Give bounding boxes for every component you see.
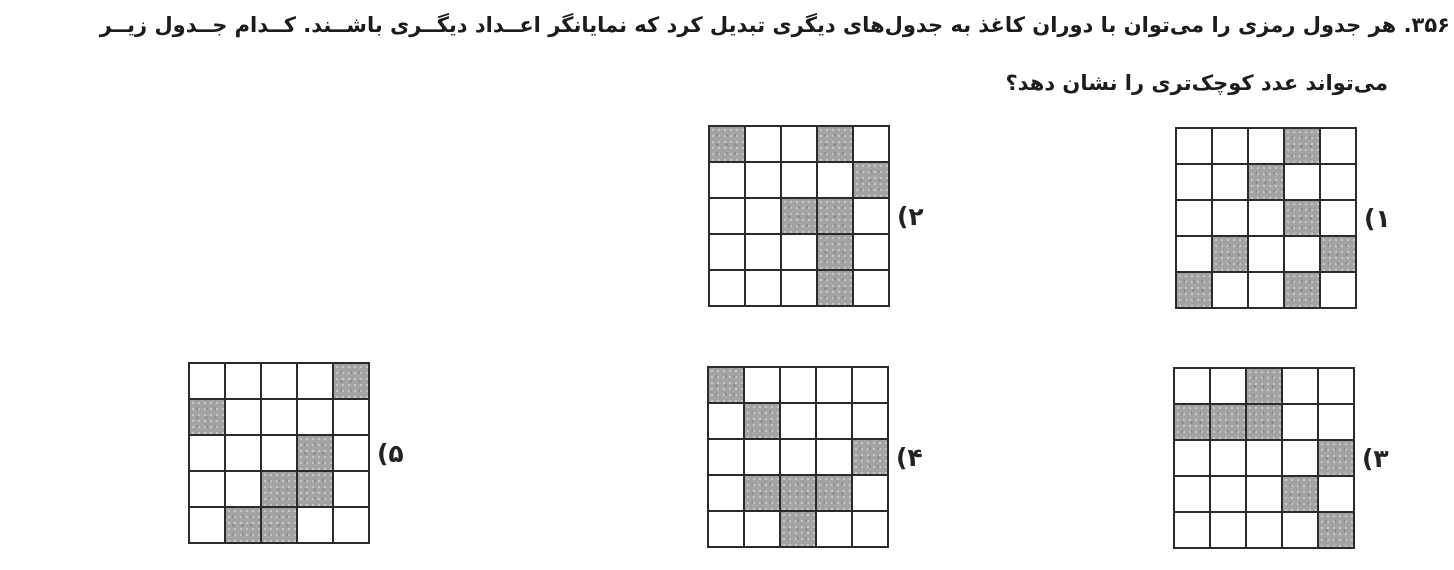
empty-cell bbox=[817, 512, 851, 546]
empty-cell bbox=[1175, 477, 1209, 511]
empty-cell bbox=[1321, 129, 1355, 163]
empty-cell bbox=[1211, 513, 1245, 547]
empty-cell bbox=[854, 127, 888, 161]
empty-cell bbox=[818, 163, 852, 197]
empty-cell bbox=[781, 404, 815, 438]
empty-cell bbox=[745, 512, 779, 546]
empty-cell bbox=[1249, 129, 1283, 163]
empty-cell bbox=[710, 235, 744, 269]
empty-cell bbox=[817, 404, 851, 438]
answer-option-5 bbox=[188, 362, 404, 544]
option-grid-1 bbox=[1175, 127, 1357, 309]
answer-option-1 bbox=[1175, 127, 1391, 309]
empty-cell bbox=[1321, 273, 1355, 307]
empty-cell bbox=[226, 400, 260, 434]
empty-cell bbox=[1283, 405, 1317, 439]
option-label-5: (۵ bbox=[377, 438, 404, 468]
shaded-cell bbox=[818, 235, 852, 269]
empty-cell bbox=[226, 472, 260, 506]
empty-cell bbox=[226, 364, 260, 398]
empty-cell bbox=[854, 271, 888, 305]
shaded-cell bbox=[818, 199, 852, 233]
shaded-cell bbox=[1213, 237, 1247, 271]
shaded-cell bbox=[262, 472, 296, 506]
empty-cell bbox=[853, 512, 887, 546]
shaded-cell bbox=[1319, 513, 1353, 547]
question-text-line-1: هر جدول رمزی را می‌توان با دوران کاغذ به جدول‌های دیگری تبدیل کرد که نمایانگر اعــداد دیگــری باشــند. کــدام جــدول زیــر bbox=[99, 13, 1397, 37]
shaded-cell bbox=[1175, 405, 1209, 439]
empty-cell bbox=[1213, 273, 1247, 307]
answer-option-4 bbox=[707, 366, 923, 548]
empty-cell bbox=[262, 436, 296, 470]
empty-cell bbox=[1247, 441, 1281, 475]
empty-cell bbox=[853, 404, 887, 438]
empty-cell bbox=[853, 368, 887, 402]
option-label-4: (۴ bbox=[896, 442, 923, 472]
empty-cell bbox=[745, 368, 779, 402]
empty-cell bbox=[1321, 201, 1355, 235]
empty-cell bbox=[1177, 129, 1211, 163]
empty-cell bbox=[298, 508, 332, 542]
option-grid-5 bbox=[188, 362, 370, 544]
empty-cell bbox=[782, 271, 816, 305]
empty-cell bbox=[1249, 237, 1283, 271]
question-line-2 bbox=[1005, 66, 1388, 100]
empty-cell bbox=[1247, 513, 1281, 547]
shaded-cell bbox=[1249, 165, 1283, 199]
empty-cell bbox=[1177, 165, 1211, 199]
empty-cell bbox=[334, 508, 368, 542]
empty-cell bbox=[782, 127, 816, 161]
empty-cell bbox=[298, 400, 332, 434]
answer-option-3 bbox=[1173, 367, 1389, 549]
empty-cell bbox=[1285, 237, 1319, 271]
option-grid-2 bbox=[708, 125, 890, 307]
empty-cell bbox=[1319, 477, 1353, 511]
shaded-cell bbox=[745, 476, 779, 510]
option-label-3: (۳ bbox=[1362, 443, 1389, 473]
empty-cell bbox=[190, 364, 224, 398]
empty-cell bbox=[746, 163, 780, 197]
empty-cell bbox=[854, 199, 888, 233]
empty-cell bbox=[710, 163, 744, 197]
shaded-cell bbox=[781, 512, 815, 546]
shaded-cell bbox=[1211, 405, 1245, 439]
shaded-cell bbox=[710, 127, 744, 161]
option-grid-4 bbox=[707, 366, 889, 548]
shaded-cell bbox=[1285, 201, 1319, 235]
empty-cell bbox=[334, 436, 368, 470]
empty-cell bbox=[334, 472, 368, 506]
shaded-cell bbox=[782, 199, 816, 233]
option-grid-3 bbox=[1173, 367, 1355, 549]
empty-cell bbox=[782, 235, 816, 269]
question-text-line-2: می‌تواند عدد کوچک‌تری را نشان دهد؟ bbox=[1005, 71, 1388, 95]
empty-cell bbox=[262, 400, 296, 434]
empty-cell bbox=[746, 271, 780, 305]
empty-cell bbox=[782, 163, 816, 197]
empty-cell bbox=[1319, 369, 1353, 403]
empty-cell bbox=[190, 508, 224, 542]
empty-cell bbox=[709, 476, 743, 510]
empty-cell bbox=[781, 440, 815, 474]
shaded-cell bbox=[853, 440, 887, 474]
shaded-cell bbox=[1283, 477, 1317, 511]
shaded-cell bbox=[298, 436, 332, 470]
empty-cell bbox=[1321, 165, 1355, 199]
shaded-cell bbox=[709, 368, 743, 402]
shaded-cell bbox=[1247, 405, 1281, 439]
empty-cell bbox=[746, 127, 780, 161]
empty-cell bbox=[1285, 165, 1319, 199]
shaded-cell bbox=[1177, 273, 1211, 307]
shaded-cell bbox=[745, 404, 779, 438]
shaded-cell bbox=[226, 508, 260, 542]
empty-cell bbox=[1283, 513, 1317, 547]
empty-cell bbox=[1177, 201, 1211, 235]
option-label-1: (۱ bbox=[1364, 203, 1391, 233]
empty-cell bbox=[709, 404, 743, 438]
shaded-cell bbox=[1285, 273, 1319, 307]
shaded-cell bbox=[854, 163, 888, 197]
empty-cell bbox=[1211, 369, 1245, 403]
empty-cell bbox=[1213, 165, 1247, 199]
empty-cell bbox=[1249, 201, 1283, 235]
shaded-cell bbox=[298, 472, 332, 506]
empty-cell bbox=[817, 440, 851, 474]
shaded-cell bbox=[817, 476, 851, 510]
empty-cell bbox=[781, 368, 815, 402]
empty-cell bbox=[709, 512, 743, 546]
empty-cell bbox=[1319, 405, 1353, 439]
shaded-cell bbox=[781, 476, 815, 510]
empty-cell bbox=[1211, 477, 1245, 511]
empty-cell bbox=[817, 368, 851, 402]
empty-cell bbox=[334, 400, 368, 434]
question-number: ۳۵۶. bbox=[1403, 13, 1450, 37]
shaded-cell bbox=[334, 364, 368, 398]
empty-cell bbox=[1213, 129, 1247, 163]
empty-cell bbox=[745, 440, 779, 474]
shaded-cell bbox=[190, 400, 224, 434]
shaded-cell bbox=[1285, 129, 1319, 163]
empty-cell bbox=[710, 271, 744, 305]
empty-cell bbox=[1175, 369, 1209, 403]
empty-cell bbox=[1247, 477, 1281, 511]
empty-cell bbox=[746, 199, 780, 233]
empty-cell bbox=[1213, 201, 1247, 235]
empty-cell bbox=[853, 476, 887, 510]
empty-cell bbox=[1249, 273, 1283, 307]
empty-cell bbox=[262, 364, 296, 398]
empty-cell bbox=[190, 436, 224, 470]
shaded-cell bbox=[1321, 237, 1355, 271]
empty-cell bbox=[854, 235, 888, 269]
empty-cell bbox=[746, 235, 780, 269]
empty-cell bbox=[710, 199, 744, 233]
empty-cell bbox=[1175, 513, 1209, 547]
empty-cell bbox=[1283, 369, 1317, 403]
shaded-cell bbox=[818, 271, 852, 305]
empty-cell bbox=[226, 436, 260, 470]
empty-cell bbox=[1177, 237, 1211, 271]
question-line-1 bbox=[100, 8, 1450, 42]
empty-cell bbox=[1175, 441, 1209, 475]
shaded-cell bbox=[818, 127, 852, 161]
empty-cell bbox=[709, 440, 743, 474]
shaded-cell bbox=[1247, 369, 1281, 403]
option-label-2: (۲ bbox=[897, 201, 924, 231]
empty-cell bbox=[190, 472, 224, 506]
empty-cell bbox=[1211, 441, 1245, 475]
shaded-cell bbox=[1319, 441, 1353, 475]
empty-cell bbox=[1283, 441, 1317, 475]
empty-cell bbox=[298, 364, 332, 398]
shaded-cell bbox=[262, 508, 296, 542]
answer-option-2 bbox=[708, 125, 924, 307]
